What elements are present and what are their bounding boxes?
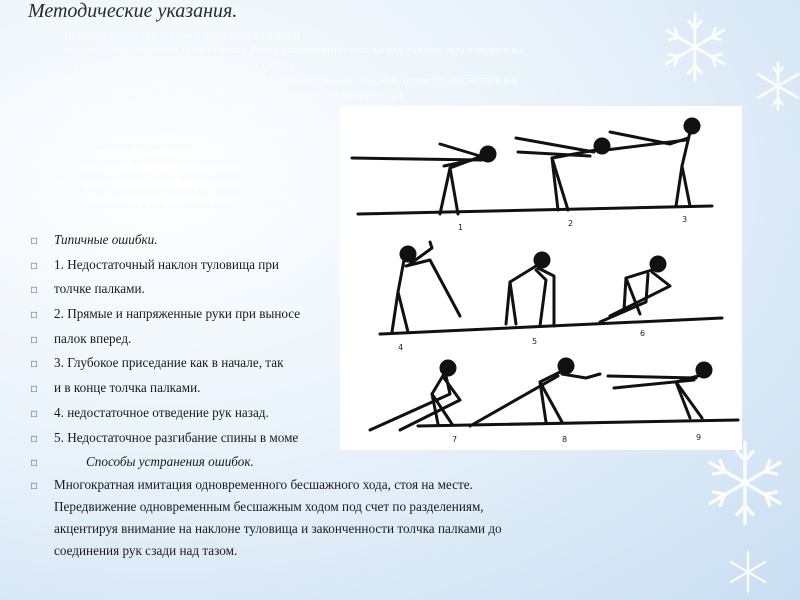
- error-text: 5. Недостаточное разгибание спины в моме: [54, 429, 299, 445]
- snowflake-icon: [726, 550, 770, 594]
- method-line: соединения рук сзади над тазом.: [54, 543, 238, 558]
- list-item: [30, 228, 300, 253]
- method-line: Передвижение одновременным бесшажным ходом под счет по разделениям,: [54, 499, 484, 514]
- hollow-square-bullet-icon: ▫: [30, 233, 39, 247]
- figure-number: 7: [452, 435, 458, 444]
- hollow-square-bullet-icon: ▫: [30, 430, 39, 445]
- intro-line: Затем это упражнение выполняется слитно.: [64, 105, 260, 116]
- intro-line: наклон закончен, толчок продолжается руками до полного их выпрямления.: [64, 90, 405, 101]
- list-item: [30, 401, 300, 426]
- figure-number: 2: [568, 219, 574, 228]
- figure-number: 3: [682, 215, 688, 224]
- snowflake-icon: [658, 10, 732, 84]
- method-line: Многократная имитация одновременного бесшажного хода, стоя на месте.: [54, 477, 473, 492]
- technique-line: правильном выносе палок и постановке их на снег,: [60, 171, 289, 182]
- skier-figure-4: [392, 242, 460, 332]
- technique-line: выпрямления рук и при активном участии туловища.: [60, 201, 298, 212]
- list-item: [30, 327, 300, 352]
- hollow-square-bullet-icon: ▫: [30, 455, 39, 470]
- hollow-square-bullet-icon: ▫: [30, 282, 39, 297]
- fixes-heading: Способы устранения ошибок.: [86, 454, 254, 470]
- figure-number: 8: [562, 435, 568, 444]
- skier-figure-7: [370, 361, 460, 430]
- list-item: [30, 426, 300, 451]
- figure-number: 1: [458, 223, 464, 232]
- snowflake-icon: [700, 438, 790, 528]
- method-paragraph: [30, 474, 502, 562]
- typical-errors-list: [30, 228, 300, 475]
- intro-line: На счет « два» обозначается толчок палками. Толчок начинается с наклона туловища. После того, как: [64, 75, 519, 86]
- figure-number: 4: [398, 343, 404, 352]
- intro-line: Исходное положение – законченный толчок палками.: [64, 30, 303, 41]
- hollow-square-bullet-icon: ▫: [30, 405, 39, 420]
- hollow-square-bullet-icon: ▫: [30, 331, 39, 346]
- skier-figure-5: [506, 253, 554, 326]
- figure-number: 6: [640, 329, 646, 338]
- list-item: [30, 253, 300, 278]
- list-item: [30, 450, 300, 475]
- hollow-square-bullet-icon: ▫: [30, 356, 39, 371]
- hollow-square-bullet-icon: ▫: [30, 381, 39, 396]
- error-text: толчке палками.: [54, 281, 145, 297]
- list-item: [30, 376, 300, 401]
- intro-text: [64, 28, 524, 118]
- error-text: 1. Недостаточный наклон туловища при: [54, 256, 279, 272]
- skier-figure-1: [352, 144, 495, 214]
- figure-number: 5: [532, 337, 538, 346]
- hollow-square-bullet-icon: ▫: [30, 257, 39, 272]
- figure-number: 9: [696, 433, 702, 442]
- errors-heading: Типичные ошибки.: [54, 232, 158, 247]
- skier-figure-2: [516, 138, 609, 210]
- technique-line: при выполнении хода в целом.: [60, 141, 197, 152]
- skier-figure-8: [470, 359, 600, 426]
- intro-line: На счет « раз» - туловище выпрямляется. Руки с палками выносятся вперед, тяжесть тела передается к: [64, 45, 524, 56]
- hollow-square-bullet-icon: ▫: [30, 478, 39, 492]
- skier-technique-illustration: [340, 106, 742, 450]
- error-text: палок вперед.: [54, 330, 132, 346]
- slide-title: Методические указания.: [28, 0, 238, 22]
- error-text: 2. Прямые и напряженные руки при выносе: [54, 306, 301, 322]
- intro-line: передней границе опоры, палки на снег не ставятся.: [64, 60, 298, 71]
- snowflake-icon: [752, 60, 800, 112]
- technique-line: затем – на выполнении толчка до полного: [60, 186, 248, 197]
- skier-figure-6: [600, 257, 670, 322]
- skier-figure-9: [608, 363, 711, 418]
- list-item: [30, 351, 300, 376]
- error-text: и в конце толчка палками.: [54, 380, 201, 396]
- error-text: 4. недостаточное отведение рук назад.: [54, 404, 269, 420]
- hollow-square-bullet-icon: ▫: [30, 307, 39, 322]
- error-text: 3. Глубокое приседание как в начале, так: [54, 355, 284, 371]
- technique-line: Вначале нужно акцентировать внимание на: [60, 156, 255, 167]
- technique-line: 2. Изучение техники движений рук, ног и туловища: [60, 126, 292, 137]
- list-item: [30, 302, 300, 327]
- skier-figure-3: [606, 119, 699, 206]
- method-line: акцентируя внимание на наклоне туловища и законченности толчка палками до: [54, 521, 502, 536]
- list-item: [30, 277, 300, 302]
- technique-text: [60, 124, 297, 214]
